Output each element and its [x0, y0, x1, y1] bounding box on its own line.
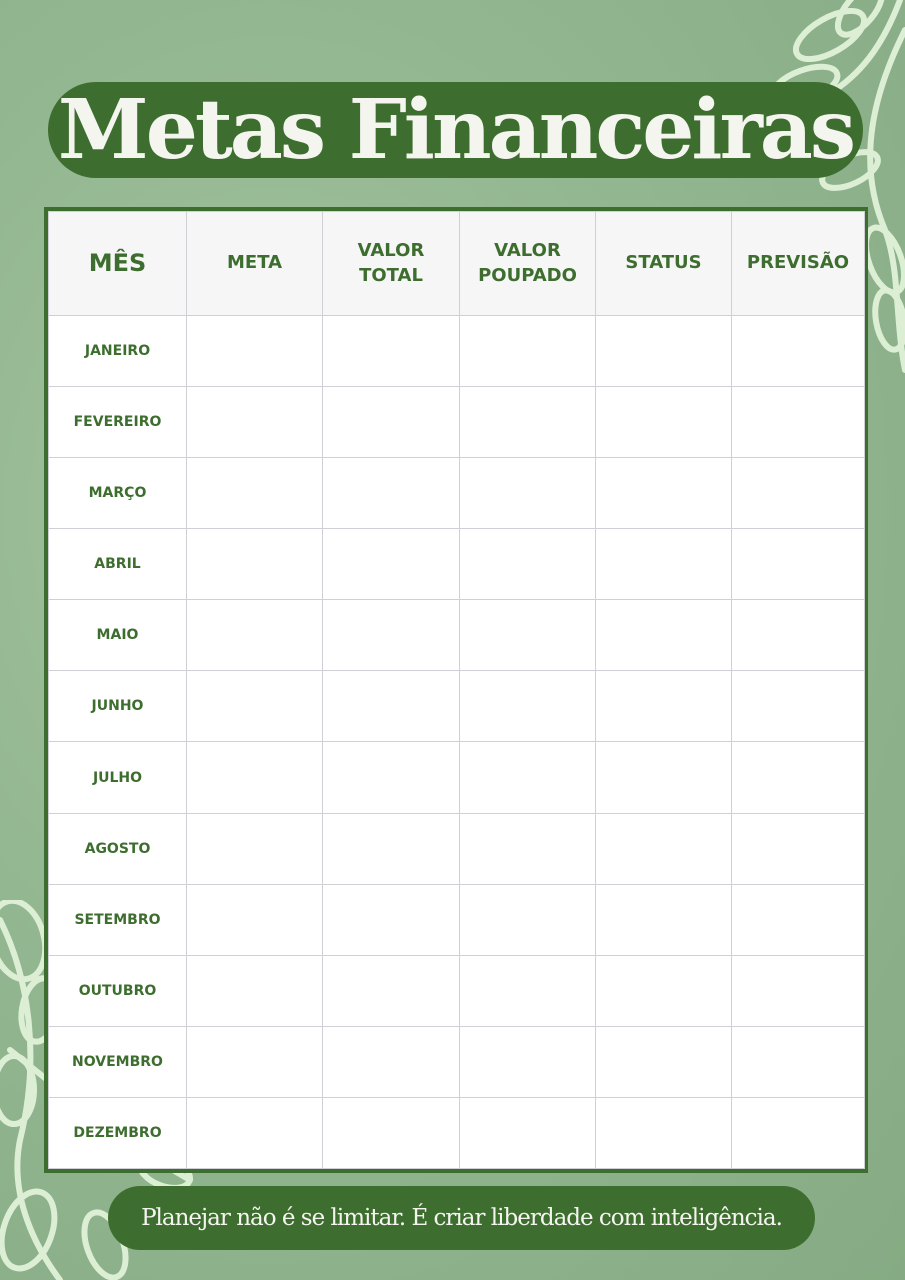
page-title: Metas Financeiras [57, 82, 854, 178]
saved-value-cell[interactable] [460, 813, 596, 884]
meta-cell[interactable] [187, 1097, 323, 1168]
status-cell[interactable] [596, 529, 732, 600]
table-row [49, 955, 865, 1026]
meta-cell[interactable] [187, 316, 323, 387]
meta-cell[interactable] [187, 955, 323, 1026]
saved-value-cell[interactable] [460, 529, 596, 600]
title-banner [48, 82, 863, 178]
table-row [49, 316, 865, 387]
table-row [49, 671, 865, 742]
forecast-cell[interactable] [732, 600, 865, 671]
meta-cell[interactable] [187, 671, 323, 742]
meta-cell[interactable] [187, 884, 323, 955]
month-label: DEZEMBRO [49, 1097, 187, 1168]
status-cell[interactable] [596, 600, 732, 671]
table-row [49, 387, 865, 458]
month-label: MAIO [49, 600, 187, 671]
status-cell[interactable] [596, 1097, 732, 1168]
saved-value-cell[interactable] [460, 387, 596, 458]
status-cell[interactable] [596, 316, 732, 387]
table-row [49, 529, 865, 600]
status-cell[interactable] [596, 458, 732, 529]
table-header-row [49, 212, 865, 316]
meta-cell[interactable] [187, 529, 323, 600]
saved-value-cell[interactable] [460, 955, 596, 1026]
header-total-value: VALOR TOTAL [323, 212, 460, 316]
total-value-cell[interactable] [323, 742, 460, 813]
month-label: SETEMBRO [49, 884, 187, 955]
saved-value-cell[interactable] [460, 316, 596, 387]
month-label: OUTUBRO [49, 955, 187, 1026]
status-cell[interactable] [596, 1026, 732, 1097]
month-label: JANEIRO [49, 316, 187, 387]
status-cell[interactable] [596, 742, 732, 813]
total-value-cell[interactable] [323, 955, 460, 1026]
total-value-cell[interactable] [323, 1026, 460, 1097]
meta-cell[interactable] [187, 600, 323, 671]
forecast-cell[interactable] [732, 813, 865, 884]
status-cell[interactable] [596, 813, 732, 884]
table-row [49, 813, 865, 884]
forecast-cell[interactable] [732, 529, 865, 600]
header-saved-value: VALOR POUPADO [460, 212, 596, 316]
meta-cell[interactable] [187, 813, 323, 884]
meta-cell[interactable] [187, 1026, 323, 1097]
saved-value-cell[interactable] [460, 742, 596, 813]
status-cell[interactable] [596, 884, 732, 955]
saved-value-cell[interactable] [460, 671, 596, 742]
saved-value-cell[interactable] [460, 458, 596, 529]
saved-value-cell[interactable] [460, 884, 596, 955]
forecast-cell[interactable] [732, 884, 865, 955]
total-value-cell[interactable] [323, 671, 460, 742]
meta-cell[interactable] [187, 387, 323, 458]
total-value-cell[interactable] [323, 813, 460, 884]
table-row [49, 884, 865, 955]
month-label: MARÇO [49, 458, 187, 529]
month-label: FEVEREIRO [49, 387, 187, 458]
forecast-cell[interactable] [732, 387, 865, 458]
forecast-cell[interactable] [732, 458, 865, 529]
table-row [49, 458, 865, 529]
header-status: STATUS [596, 212, 732, 316]
forecast-cell[interactable] [732, 316, 865, 387]
saved-value-cell[interactable] [460, 1097, 596, 1168]
table-row [49, 1097, 865, 1168]
total-value-cell[interactable] [323, 316, 460, 387]
meta-cell[interactable] [187, 742, 323, 813]
header-goal: META [187, 212, 323, 316]
total-value-cell[interactable] [323, 884, 460, 955]
status-cell[interactable] [596, 671, 732, 742]
status-cell[interactable] [596, 387, 732, 458]
total-value-cell[interactable] [323, 387, 460, 458]
month-label: AGOSTO [49, 813, 187, 884]
table-row [49, 742, 865, 813]
saved-value-cell[interactable] [460, 600, 596, 671]
month-label: JULHO [49, 742, 187, 813]
total-value-cell[interactable] [323, 600, 460, 671]
forecast-cell[interactable] [732, 1026, 865, 1097]
forecast-cell[interactable] [732, 742, 865, 813]
month-label: NOVEMBRO [49, 1026, 187, 1097]
forecast-cell[interactable] [732, 671, 865, 742]
total-value-cell[interactable] [323, 1097, 460, 1168]
footer-banner [108, 1186, 815, 1250]
forecast-cell[interactable] [732, 955, 865, 1026]
total-value-cell[interactable] [323, 458, 460, 529]
meta-cell[interactable] [187, 458, 323, 529]
footer-quote: Planejar não é se limitar. É criar liberdade com inteligência. [141, 1205, 782, 1231]
month-label: ABRIL [49, 529, 187, 600]
header-month: MÊS [49, 212, 187, 316]
goals-table-container [44, 207, 868, 1173]
table-row [49, 1026, 865, 1097]
status-cell[interactable] [596, 955, 732, 1026]
saved-value-cell[interactable] [460, 1026, 596, 1097]
goals-table [48, 211, 865, 1169]
table-row [49, 600, 865, 671]
header-forecast: PREVISÃO [732, 212, 865, 316]
forecast-cell[interactable] [732, 1097, 865, 1168]
total-value-cell[interactable] [323, 529, 460, 600]
month-label: JUNHO [49, 671, 187, 742]
